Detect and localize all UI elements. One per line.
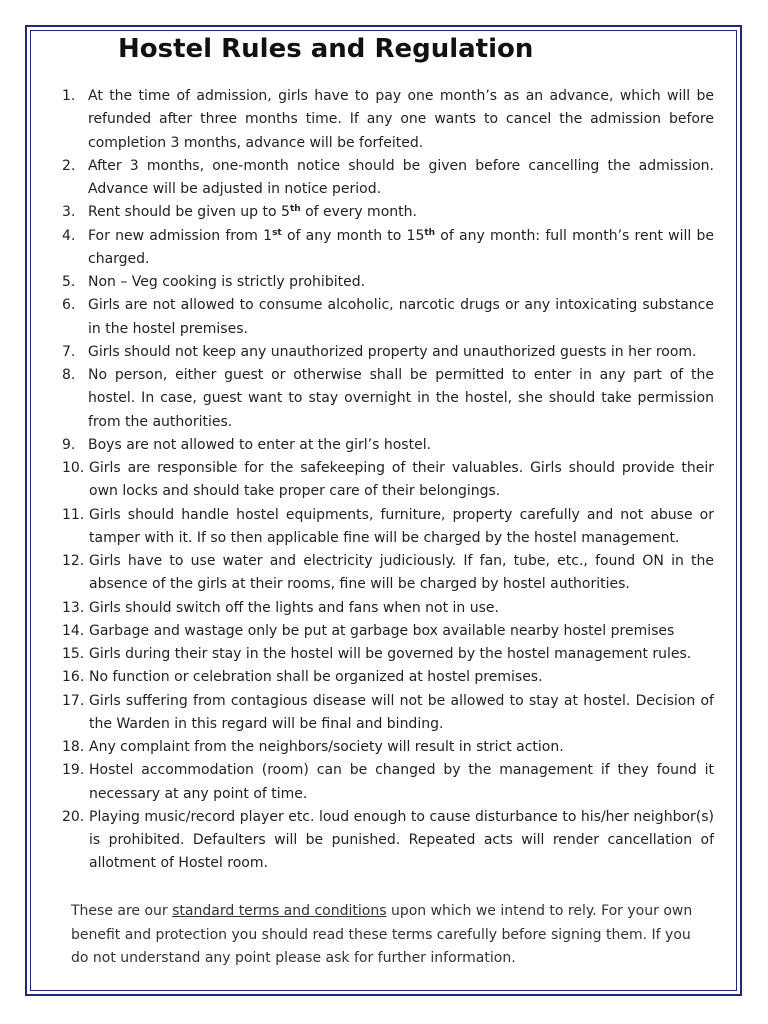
rule-text: Garbage and wastage only be put at garbage box available nearby hostel premises — [89, 622, 675, 639]
rule-item — [62, 597, 714, 620]
rule-number: 5. — [62, 274, 76, 290]
rule-number: 8. — [62, 367, 76, 383]
rule-text: No person, either guest or otherwise shall be permitted to enter in any part of the hostel. In case, guest want to stay overnight in the hostel, she should take permission from the authorities. — [88, 367, 714, 430]
rule-number: 3. — [62, 204, 76, 221]
ordinal-suffix: th — [289, 204, 301, 215]
rule-item — [62, 504, 714, 551]
rule-item — [62, 364, 714, 434]
rule-item — [62, 643, 714, 666]
rule-number: 6. — [62, 297, 76, 314]
ordinal-suffix: th — [424, 227, 436, 238]
rule-text-part: of every month. — [300, 204, 417, 221]
rule-number: 19. — [62, 762, 85, 779]
rule-text: Non – Veg cooking is strictly prohibited. — [88, 274, 366, 290]
rule-text: At the time of admission, girls have to pay one month’s as an advance, which will be refunded after three months time. If any one wants to cancel the admission before completion 3 months, advance will be forfeited. — [88, 88, 714, 151]
rule-item — [62, 341, 714, 364]
rule-item — [62, 620, 714, 643]
rule-item — [62, 806, 714, 876]
rule-number: 4. — [62, 227, 76, 244]
rule-item — [62, 736, 714, 759]
footer-note — [71, 900, 711, 971]
rule-number: 1. — [62, 88, 76, 104]
rule-text: Girls should handle hostel equipments, furniture, property carefully and not abuse or tamper with it. If so then applicable fine will be charged by the hostel management. — [89, 506, 714, 546]
ordinal-suffix: st — [272, 227, 282, 238]
rules-list — [62, 85, 714, 876]
rule-text: Girls are responsible for the safekeeping of their valuables. Girls should provide their own locks and should take proper care of their belongings. — [89, 460, 714, 500]
rule-text: Girls during their stay in the hostel will be governed by the hostel management rules. — [89, 646, 692, 662]
rule-item — [62, 201, 714, 224]
rule-text-part: of any month: full month’s rent will be charged. — [88, 227, 715, 267]
rule-text: No function or celebration shall be organized at hostel premises. — [89, 669, 543, 686]
rule-number: 13. — [62, 599, 85, 616]
rule-item — [62, 271, 714, 294]
rule-text: Playing music/record player etc. loud enough to cause disturbance to his/her neighbor(s) is prohibited. Defaulters will be punished. Repeated acts will render cancellation of allotment of Hostel room. — [89, 808, 714, 872]
rule-text: Any complaint from the neighbors/society will result in strict action. — [89, 739, 564, 755]
rule-text-part: of any month to 15 — [281, 227, 425, 244]
rule-text-part: For new admission from 1 — [88, 227, 273, 244]
rule-text — [88, 225, 714, 272]
rule-text: Boys are not allowed to enter at the girl’s hostel. — [88, 436, 432, 453]
rule-number: 7. — [62, 343, 76, 360]
rule-number: 16. — [62, 669, 85, 686]
rule-text: Girls should not keep any unauthorized property and unauthorized guests in her room. — [88, 343, 697, 360]
rule-text: Girls are not allowed to consume alcoholic, narcotic drugs or any intoxicating substance in the hostel premises. — [88, 297, 714, 337]
footer-text: These are our — [71, 903, 173, 919]
rule-number: 17. — [62, 692, 85, 709]
rule-item — [62, 155, 714, 202]
rule-item — [62, 759, 714, 806]
rule-text: Girls suffering from contagious disease will not be allowed to stay at hostel. Decision of the Warden in this regard will be final and binding. — [89, 692, 714, 732]
rule-number: 15. — [62, 646, 85, 662]
rule-text: After 3 months, one-month notice should be given before cancelling the admission. Advance will be adjusted in notice period. — [88, 157, 714, 197]
rule-item — [62, 666, 714, 689]
rule-item — [62, 85, 714, 155]
rule-item — [62, 457, 714, 504]
terms-link[interactable]: standard terms and conditions — [172, 903, 387, 919]
rule-text: Hostel accommodation (room) can be changed by the management if they found it necessary at any point of time. — [89, 762, 714, 802]
rule-text: Girls should switch off the lights and fans when not in use. — [89, 599, 499, 616]
rule-item — [62, 294, 714, 341]
rule-number: 12. — [62, 553, 85, 569]
rule-number: 18. — [62, 739, 85, 755]
rule-number: 9. — [62, 436, 76, 453]
rule-item — [62, 434, 714, 457]
rule-item — [62, 225, 714, 272]
rule-text-part: Rent should be given up to 5 — [88, 204, 290, 221]
rule-number: 11. — [62, 506, 85, 523]
rule-number: 10. — [62, 460, 85, 476]
rule-text — [88, 201, 714, 224]
page-title: Hostel Rules and Regulation — [118, 34, 534, 64]
rule-number: 2. — [62, 157, 76, 174]
rule-item — [62, 690, 714, 737]
footer-text: upon which we intend to rely. For your own benefit and protection you should read these terms carefully before signing them. If you do not understand any point please ask for further information. — [71, 903, 693, 966]
rule-item — [62, 550, 714, 597]
rule-number: 14. — [62, 622, 85, 639]
rule-number: 20. — [62, 808, 85, 825]
rule-text: Girls have to use water and electricity judiciously. If fan, tube, etc., found ON in the absence of the girls at their rooms, fine will be charged by hostel authorities. — [89, 553, 714, 593]
